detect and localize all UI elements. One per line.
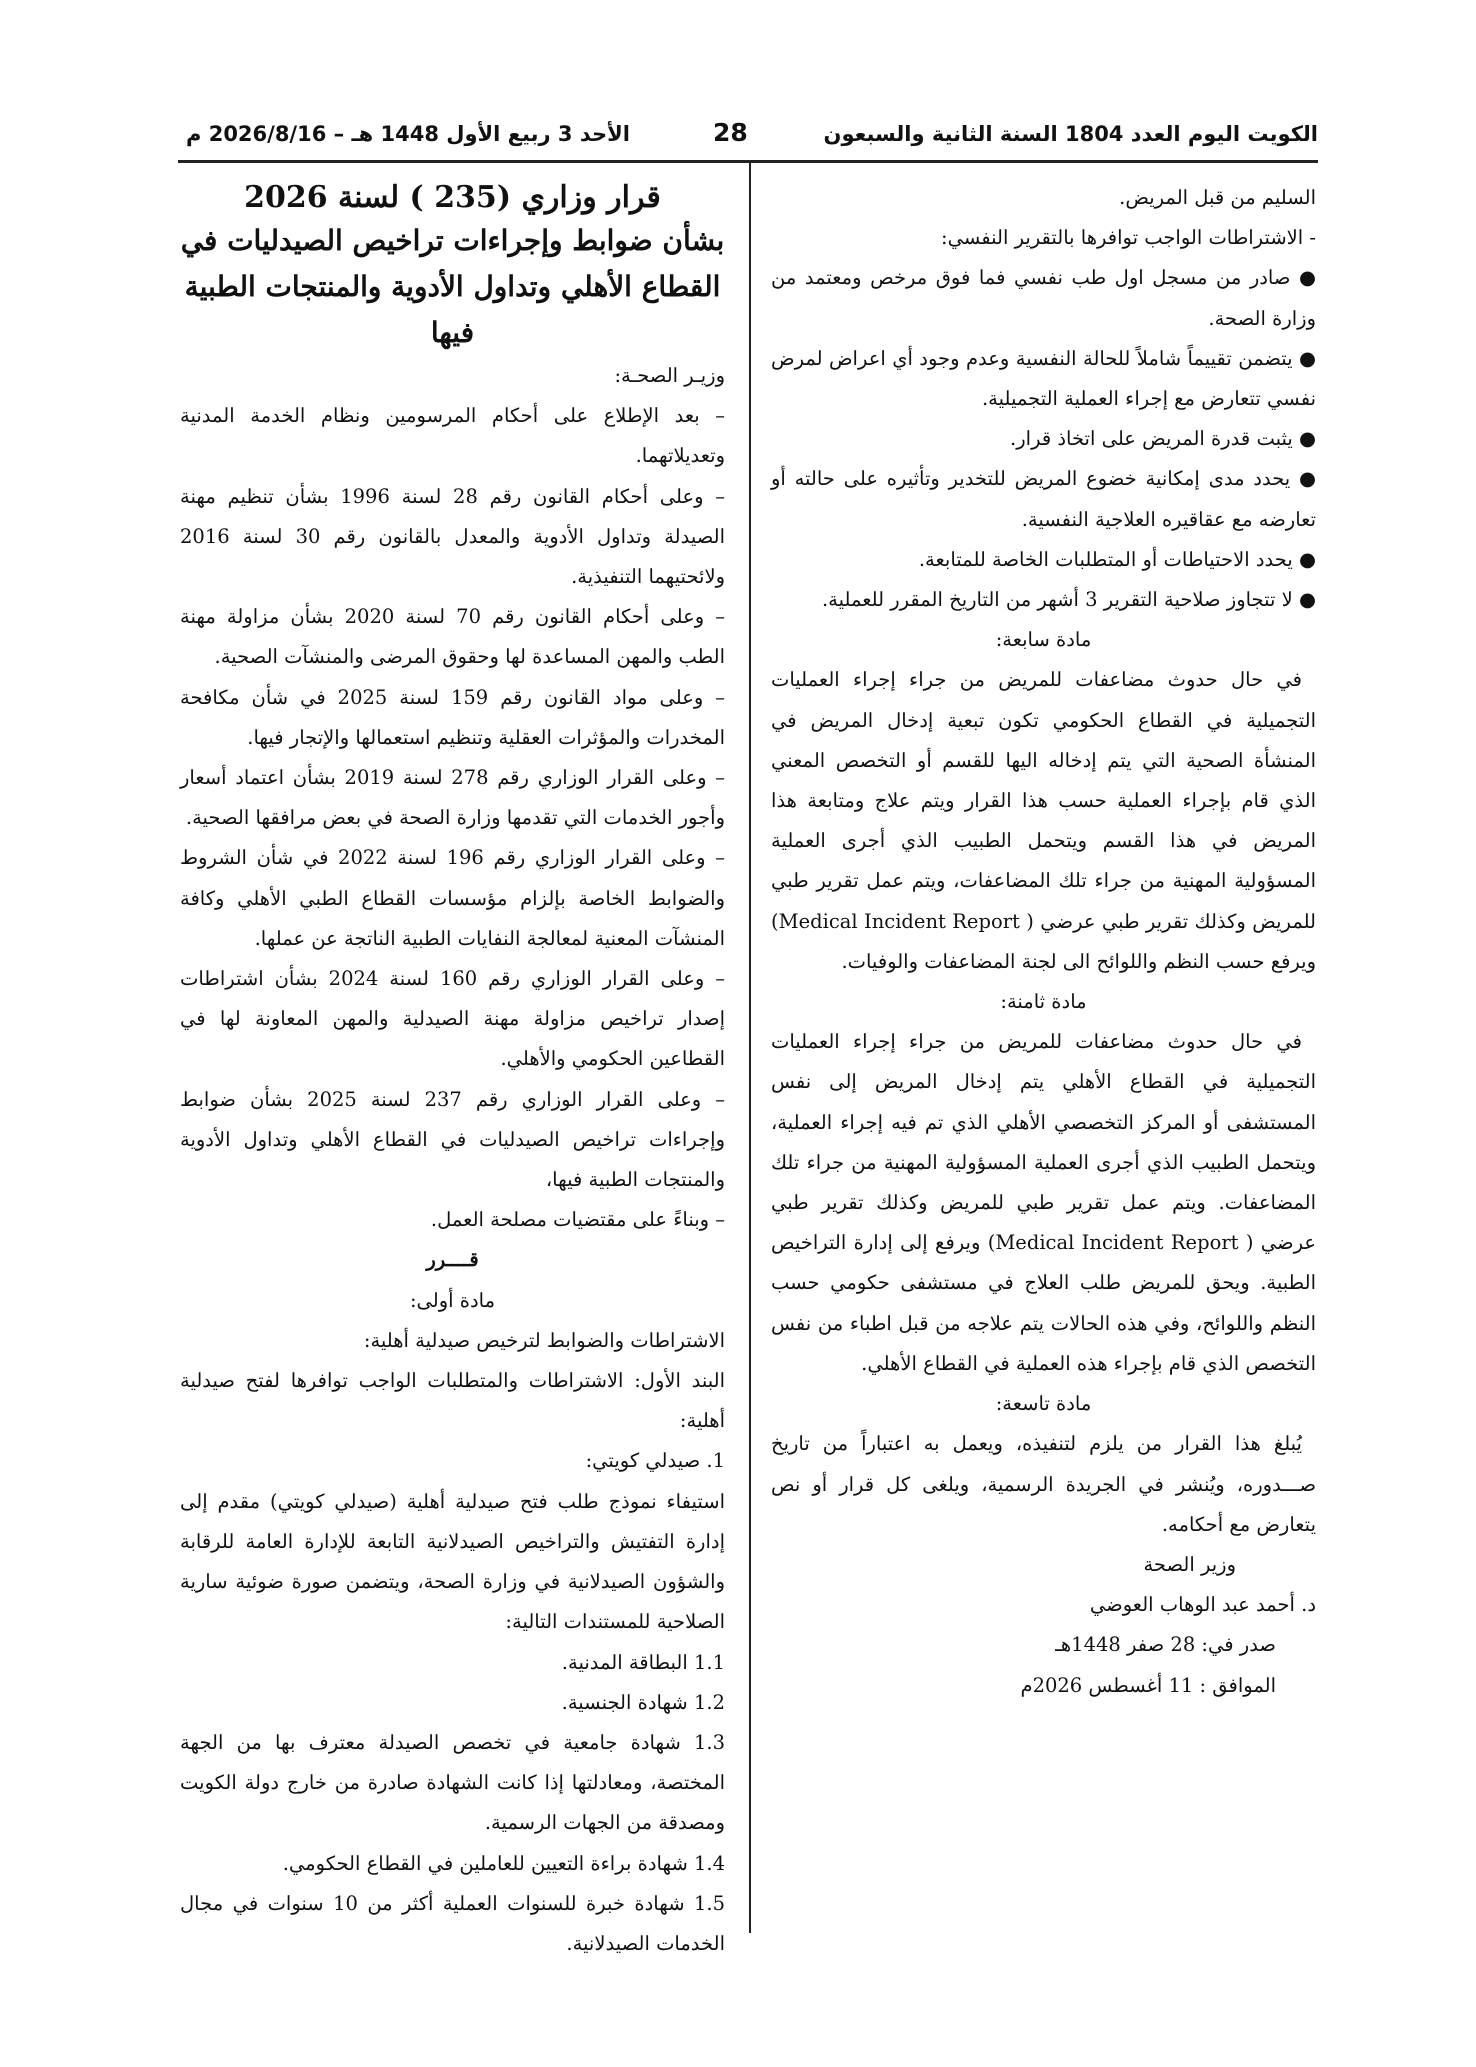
recital: – وعلى القرار الوزاري رقم 278 لسنة 2019 بشأن اعتماد أسعار وأجور الخدمات التي تقدمها وزارة الصحة في بعض مرافقها الصحية.: [180, 766, 725, 830]
left-column: [180, 178, 725, 1964]
item-text: استيفاء نموذج طلب فتح صيدلية أهلية (صيدلي كويتي) مقدم إلى إدارة التفتيش والتراخيص الصيدلانية التابعة للإدارة العامة للرقابة والشؤون الصيدلانية في وزارة الصحة، ويتضمن صورة ضوئية سارية الصلاحية للمستندات التالية:: [180, 1489, 725, 1634]
decree-title: قرار وزاري (235 ) لسنة 2026: [244, 180, 661, 215]
recital: – وعلى القرار الوزاري رقم 237 لسنة 2025 بشأن ضوابط وإجراءات تراخيص الصيدليات في القطاع الأهلي وتداول الأدوية والمنتجات الطبية فيها،: [180, 1087, 725, 1192]
bullet-item: ● يثبت قدرة المريض على اتخاذ قرار.: [1010, 427, 1316, 451]
header-date: الأحد 3 ربيع الأول 1448 هـ – 2026/8/16 م: [186, 122, 630, 146]
decided-heading: قــــرر: [426, 1248, 479, 1272]
minister-title: وزير الصحة: [1143, 1552, 1236, 1576]
bullet-item: ● يحدد مدى إمكانية خضوع المريض للتخدير وتأثيره على حالته أو تعارضه مع عقاقيره العلاجية النفسية.: [771, 467, 1316, 531]
page-number: 28: [713, 118, 748, 147]
header-publication: الكويت اليوم العدد 1804 السنة الثانية والسبعون: [823, 122, 1318, 146]
article-title: مادة سابعة:: [995, 628, 1092, 652]
issue-date: صدر في: 28 صفر 1448هـ: [1055, 1633, 1276, 1657]
list-item: 1.1 البطاقة المدنية.: [561, 1650, 725, 1674]
article-text: في حال حدوث مضاعفات للمريض من جراء إجراء العمليات التجميلية في القطاع الحكومي تكون تبعية إدخال المريض في المنشأة الصحية التي يتم إدخاله اليها للقسم أو التخصص المعني الذي قام بإجراء العملية حسب هذا القرار ويتم علاج ومتابعة هذا المريض في هذا القسم ويتحمل الطبيب الذي أجرى العملية المسؤولية المهنية من جراء تلك المضاعفات، ويتم عمل تقرير طبي للمريض وكذلك تقرير طبي عرضي ( Medical Incident Report) ويرفع حسب النظم واللوائح الى لجنة المضاعفات والوفيات.: [771, 668, 1316, 973]
bullet-item: ● يتضمن تقييماً شاملاً للحالة النفسية وعدم وجود أي اعراض لمرض نفسي تتعارض مع إجراء العملية التجميلية.: [771, 346, 1316, 411]
corresponding-date: الموافق : 11 أغسطس 2026م: [1020, 1673, 1276, 1697]
recital: – وعلى القرار الوزاري رقم 196 لسنة 2022 في شأن الشروط والضوابط الخاصة بإلزام مؤسسات القطاع الطبي الأهلي وكافة المنشآت المعنية لمعالجة النفايات الطبية الناتجة عن عملها.: [180, 846, 725, 950]
list-item: 1.4 شهادة براءة التعيين للعاملين في القطاع الحكومي.: [282, 1851, 725, 1875]
right-column: [771, 178, 1316, 1706]
clause-heading: البند الأول: الاشتراطات والمتطلبات الواجب توافرها لفتح صيدلية أهلية:: [180, 1369, 725, 1433]
section-heading: الاشتراطات والضوابط لترخيص صيدلية أهلية:: [363, 1328, 725, 1352]
article-text: يُبلغ هذا القرار من يلزم لتنفيذه، ويعمل به اعتباراً من تاريخ صـــدوره، ويُنشر في الجريدة الرسمية، ويلغى كل قرار أو نص يتعارض مع أحكامه.: [771, 1432, 1316, 1536]
recital: – وعلى أحكام القانون رقم 70 لسنة 2020 بشأن مزاولة مهنة الطب والمهن المساعدة لها وحقوق المرضى والمنشآت الصحية.: [180, 605, 726, 669]
article-text: في حال حدوث مضاعفات للمريض من جراء إجراء العمليات التجميلية في القطاع الأهلي يتم إدخال المريض إلى نفس المستشفى أو المركز التخصصي الأهلي الذي تم فيه إجراء العملية، ويتحمل الطبيب الذي أجرى العملية المسؤولية المهنية من جراء تلك المضاعفات. ويتم عمل تقرير طبي للمريض وكذلك تقرير طبي عرضي ( Medical Incident Report) ويرفع إلى إدارة التراخيص الطبية. ويحق للمريض طلب العلاج في مستشفى حكومي حسب النظم واللوائح، وفي هذه الحالات يتم علاجه من قبل اطباء من نفس التخصص الذي قام بإجراء هذه العملية في القطاع الأهلي.: [771, 1030, 1316, 1375]
issuer: وزيـر الصحـة:: [614, 364, 725, 387]
list-item: 1.3 شهادة جامعية في تخصص الصيدلة معترف بها من الجهة المختصة، ومعادلتها إذا كانت الشهادة صادرة من خارج دولة الكويت ومصدقة من الجهات الرسمية.: [180, 1730, 725, 1835]
column-divider: [749, 163, 751, 1933]
article-title: مادة تاسعة:: [995, 1392, 1092, 1416]
decree-subtitle: بشأن ضوابط وإجراءات تراخيص الصيدليات في القطاع الأهلي وتداول الأدوية والمنتجات الطبية فيها: [180, 224, 725, 349]
bullet-item: ● لا تتجاوز صلاحية التقرير 3 أشهر من التاريخ المقرر للعملية.: [821, 588, 1316, 612]
article-title: مادة ثامنة:: [1000, 990, 1087, 1014]
item-heading: 1. صيدلي كويتي:: [585, 1449, 725, 1473]
paragraph: - الاشتراطات الواجب توافرها بالتقرير النفسي:: [941, 226, 1316, 250]
list-item: 1.2 شهادة الجنسية.: [561, 1690, 725, 1714]
minister-name: د. أحمد عبد الوهاب العوضي: [1089, 1593, 1316, 1617]
recital: – وعلى مواد القانون رقم 159 لسنة 2025 في شأن مكافحة المخدرات والمؤثرات العقلية وتنظيم استعمالها والإتجار فيها.: [180, 685, 726, 749]
article-title: مادة أولى:: [409, 1288, 496, 1312]
bullet-item: ● صادر من مسجل اول طب نفسي فما فوق مرخص ومعتمد من وزارة الصحة.: [771, 266, 1316, 330]
recital: – وبناءً على مقتضيات مصلحة العمل.: [430, 1208, 725, 1232]
paragraph: السليم من قبل المريض.: [1119, 186, 1316, 209]
recital: – وعلى القرار الوزاري رقم 160 لسنة 2024 بشأن اشتراطات إصدار تراخيص مزاولة مهنة الصيدلية والمهن المعاونة لها في القطاعين الحكومي والأهلي.: [180, 967, 726, 1071]
header-rule: [178, 160, 1318, 163]
list-item: 1.5 شهادة خبرة للسنوات العملية أكثر من 10 سنوات في مجال الخدمات الصيدلانية.: [180, 1891, 725, 1955]
bullet-item: ● يحدد الاحتياطات أو المتطلبات الخاصة للمتابعة.: [918, 547, 1316, 571]
page-header: [178, 120, 1318, 158]
recital: – وعلى أحكام القانون رقم 28 لسنة 1996 بشأن تنظيم مهنة الصيدلة وتداول الأدوية والمعدل بالقانون رقم 30 لسنة 2016 ولائحتيهما التنفيذية.: [180, 484, 726, 589]
recital: – بعد الإطلاع على أحكام المرسومين ونظام الخدمة المدنية وتعديلاتهما.: [180, 404, 725, 468]
